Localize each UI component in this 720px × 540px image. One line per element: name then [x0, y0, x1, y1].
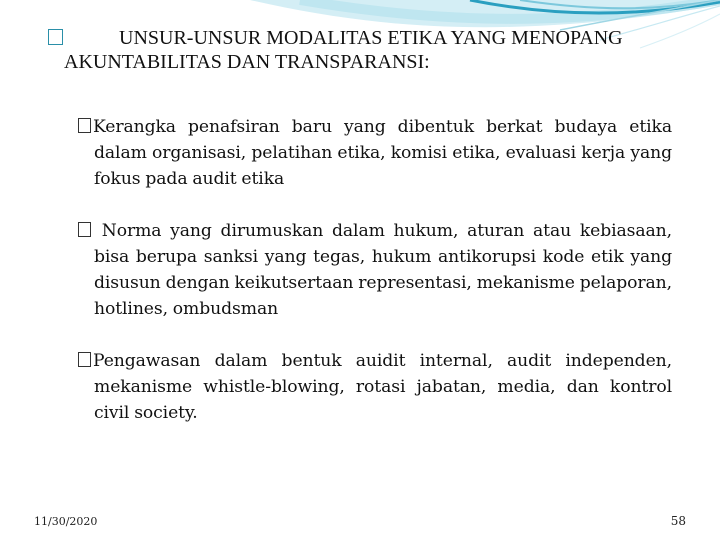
bullet-list — [78, 114, 672, 426]
bullet-item — [78, 348, 672, 426]
bullet-item — [78, 218, 672, 322]
slide-title — [48, 26, 678, 74]
bullet-box-icon — [78, 352, 91, 367]
bullet-item — [78, 114, 672, 192]
bullet-text: Pengawasan dalam bentuk auidit internal, audit independen, mekanisme whistle-blowing, rotasi jabatan, media, dan kontrol civil society. — [93, 351, 672, 423]
title-line-1: UNSUR-UNSUR MODALITAS ETIKA YANG MENOPANG — [119, 27, 623, 49]
title-bullet-icon — [48, 29, 63, 45]
page-number: 58 — [670, 514, 686, 528]
bullet-box-icon — [78, 118, 91, 133]
bullet-box-icon — [78, 222, 91, 237]
bullet-text: Norma yang dirumuskan dalam hukum, aturan atau kebiasaan, bisa berupa sanksi yang tegas, hukum antikorupsi kode etik yang disusun dengan keikutsertaan representasi, mekanisme pelaporan, hotlines, ombudsman — [94, 221, 672, 319]
footer-date: 11/30/2020 — [34, 515, 98, 528]
title-line-2: AKUNTABILITAS DAN TRANSPARANSI: — [64, 51, 430, 73]
bullet-text: Kerangka penafsiran baru yang dibentuk berkat budaya etika dalam organisasi, pelatihan etika, komisi etika, evaluasi kerja yang fokus pada audit etika — [93, 117, 672, 189]
